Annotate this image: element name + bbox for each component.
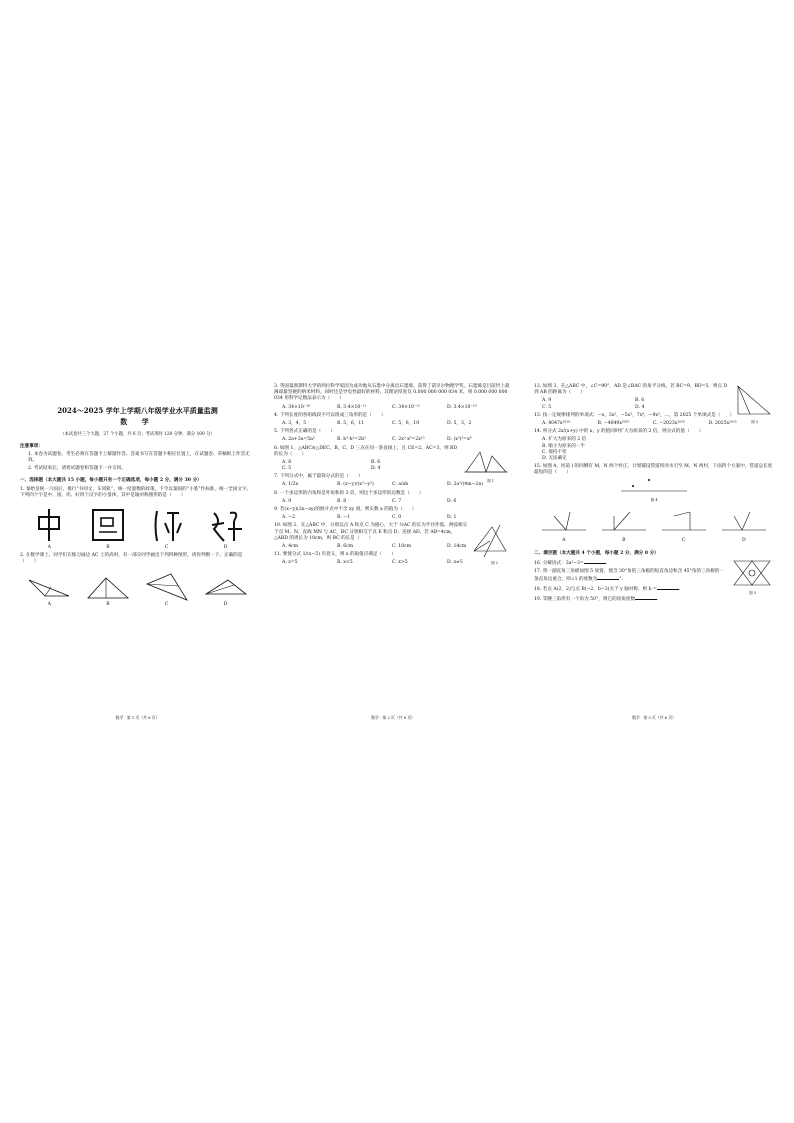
question-9: 9. 若(x−y)(2x−ay)的展开式中不含 xy 项，则实数 a 的值为（ ） (274, 507, 417, 512)
option: A. 34×10⁻¹⁰ (282, 404, 310, 410)
question-18: 18. 若点 A(2，2)与点 B(−2，b−3)关于 y 轴对称，则 b = (534, 587, 657, 593)
section-2-heading: 二、填空题（本大题共 4 个小题，每小题 2 分，满分 8 分） (534, 550, 659, 556)
option: D. 4 (635, 404, 645, 410)
question-12: 12. 如图 3，在△ABC 中，∠C=90°，AD 是∠BAC 的角平分线，若 BC=9，BD=5，则点 D 到 AB 的距离为（ ） (534, 384, 728, 396)
option: B. x<5 (337, 560, 353, 566)
option: C. x>5 (392, 560, 408, 566)
question-3: 3. 英国曼彻斯特大学的两位科学家因为成功地从石墨中分离出石墨烯，获得了诺贝尔物理学奖。石墨烯是目前世上最薄却最坚硬的纳米材料，同时还是导电性最好的材料，其理论厚度仅 0.000 000 000 034 米，将 0.000 000 000 034 用科学记数法表示为（ ） (274, 384, 510, 402)
pipeline-plan-a (540, 508, 588, 538)
seal-char-ni-icon (149, 507, 185, 543)
question-6: 6. 如图 1，△ABC≌△DEC，B，C，D 三点在同一条直线上，且 CE=2，AC=3，则 BD 的长为（ ） (274, 445, 458, 457)
question-9-options (274, 515, 512, 521)
question-1-option-letters (20, 545, 255, 551)
exam-title: 2024～2025 学年上学期八年级学业水平质量监测 (57, 406, 218, 415)
question-11-options (274, 560, 512, 566)
question-8-options (274, 499, 512, 505)
page-footer: 数学 · 第 3 页（共 6 页） (632, 714, 676, 720)
question-15-figures (534, 508, 774, 538)
option: D. 6 (447, 498, 457, 504)
option: C. 34×10⁻¹¹ (392, 404, 420, 410)
option: C. 0 (392, 515, 402, 521)
question-12-options (534, 398, 728, 410)
option: B. (x−y)/(x²−y²) (337, 482, 374, 488)
option: D. 1 (447, 515, 457, 521)
option: D. 2025x²⁰²⁵ (708, 420, 737, 426)
question-2-option-letters (20, 602, 255, 608)
option: B. 8 (337, 498, 347, 504)
option: C. 5 (542, 404, 552, 410)
question-4-options (274, 421, 512, 427)
exam-subject: 数 学 (120, 417, 155, 427)
page-footer: 数学 · 第 1 页（共 6 页） (115, 714, 160, 720)
pipeline-plan-d (720, 508, 768, 538)
question-17: 17. 将一副直角三角板如图 5 放置，使含 30°角的三角板的短直角边和含 45°角的三角板的一条直角边重合，则∠1 的度数为 (534, 568, 725, 583)
option: D. 4 (371, 466, 381, 472)
option: A. 3，4，5 (282, 420, 307, 426)
option: B. 5，6，11 (337, 420, 365, 426)
option: D. 5，3，2 (447, 420, 472, 426)
option: C. 7 (392, 498, 402, 504)
page-footer: 数学 · 第 2 页（共 6 页） (371, 714, 415, 720)
question-2: 2. 在数学课上，同学们在练习画边 AC 上的高时，有一部分同学画出下列四种图形，请你判断一下，正确的是（ ） (20, 553, 243, 565)
option: C. −2023x²⁰²⁵ (653, 420, 685, 426)
answer-blank (584, 559, 606, 564)
option: C. 10cm (392, 543, 412, 549)
option: B. 6 (371, 459, 381, 465)
notice-1: 1. 本卷为试题卷。考生必须在答题卡上解题作答。答案书写在答题卡相应位置上，在试题卷、草稿纸上作答无效。 (28, 451, 250, 464)
question-14: 14. 将分式 2x/(x+y) 中的 x，y 的值同时扩大为原来的 2 倍，则分式的值（ ） (534, 429, 704, 435)
option: A. 扩大为原来的 2 倍 (542, 437, 587, 443)
answer-blank (597, 575, 619, 580)
option-letter: D (223, 544, 228, 550)
pipeline-plan-b (600, 508, 648, 538)
question-4: 4. 下列长度的各组线段不可以组成三角形的是（ ） (274, 412, 386, 418)
option: A. 1/2x (282, 482, 299, 488)
option: D. (x³)²=x⁶ (447, 437, 472, 443)
figure-3-diagram (732, 384, 772, 418)
answer-blank (657, 585, 679, 590)
question-16: 16. 分解因式：3a²−3= (534, 560, 584, 566)
question-5-options (274, 437, 512, 443)
option: A. x=5 (282, 560, 298, 566)
figure-4-block (534, 478, 774, 502)
question-1: 1. 秦始皇统一六国后，推行“书同文，车同轨”，统一度量衡的政策，下令以秦国的“小篆”作标准，统一全国文字。下列四个字是中、国、你、好四个汉字的小篆体，其中是轴对称图形的是（ ） (20, 486, 252, 498)
question-7: 7. 下列分式中，属于最简分式的是（ ） (274, 474, 363, 480)
question-2-figures (20, 572, 255, 602)
question-7-options (274, 482, 512, 488)
section-1-heading: 一、选择题（本大题共 15 小题，每小题只有一个正确选项，每小题 2 分，满分 30 分） (20, 478, 202, 484)
option: B. 6cm (337, 543, 354, 549)
option: D. 14cm (447, 543, 467, 549)
figure-1-diagram (462, 448, 510, 478)
triangle-figure-a (25, 572, 73, 602)
option: A. 8 (282, 459, 292, 465)
question-6-options (274, 460, 460, 472)
seal-script-characters (20, 505, 255, 545)
option: A. 2a+3a=5a² (282, 437, 315, 443)
option-letter: D (223, 601, 228, 607)
option: C. 5 (282, 466, 292, 472)
question-19: 19. 等腰三角形有一个角为 50°，则它的顶角度数 (534, 597, 636, 603)
option-letter: B (106, 544, 110, 550)
question-15-option-letters (534, 538, 774, 544)
option: D. 3.4×10⁻¹⁰ (447, 404, 477, 410)
triangle-figure-c (143, 572, 191, 602)
option: D. 无法确定 (542, 455, 567, 461)
option: A. 9 (282, 498, 292, 504)
question-13: 13. 按一定规律排列的单项式：−x，3x²，−5x³，7x⁴，−9x⁵，…，第 2025 个单项式是（ ） (534, 412, 735, 418)
option-letter: A (562, 538, 566, 544)
page-2 (274, 382, 512, 722)
question-15: 15. 如图 4，河道 l 的同侧有 M，N 两个村庄，计划铺设管道将河水引至 M，N 两村，下面四个方案中，管道总长度最短的是（ ） (534, 464, 773, 476)
figure-2-label: 图 2 (491, 561, 498, 566)
question-5: 5. 下列各式正确的是（ ） (274, 429, 335, 435)
notice-heading: 注意事项： (20, 443, 43, 449)
option: A. 4cm (282, 543, 299, 549)
option: B. −4049x²⁰²⁵ (597, 420, 630, 426)
question-8: 8. 一个多边形的内角和是外角和的 3 倍，则这个多边形的边数是（ ） (274, 490, 424, 496)
fill-in-block: 16. 分解因式：3a²−3= . 17. 将一副直角三角板如图 5 放置，使含 30°角的三角板的短直角边和含 45°角的三角板的一条直角边重合，则∠1 的度数为 °. 18. 若点 A(2，2)与点 B(−2，b−3)关于 y 轴对称，则 b = . 19. 等腰三角形有一个角为 50°，则它的顶角度数 . 图 5 (534, 559, 774, 604)
option: A. 9 (542, 398, 552, 404)
triangle-figure-d (202, 572, 250, 602)
figure-2-diagram (470, 523, 510, 559)
option-letter: B (622, 538, 626, 544)
question-14-options (534, 437, 774, 462)
figure-4-diagram (619, 478, 689, 494)
figure-5-label: 图 5 (749, 590, 756, 595)
option: B. b³·b³=2b³ (337, 437, 366, 443)
option: A. −2 (282, 515, 296, 521)
exam-note: （本试卷共三个大题，27 个小题，共 6 页；考试用时 120 分钟，满分 100 分） (60, 431, 215, 437)
seal-char-hao-icon (208, 507, 244, 543)
page-1 (20, 382, 255, 722)
option-letter: A (47, 544, 51, 550)
option: C. 保持不变 (542, 449, 567, 455)
answer-blank (635, 595, 657, 600)
page-3 (534, 382, 774, 722)
seal-char-zhong-icon (31, 507, 67, 543)
option: C. 5，6，10 (392, 420, 420, 426)
option: A. 4047x²⁰²⁴ (542, 420, 570, 426)
option: B. 缩小为原来的一半 (542, 443, 586, 449)
figure-1-label: 图 1 (487, 478, 494, 483)
option-letter: D (742, 538, 746, 544)
figure-3-label: 图 3 (751, 420, 758, 424)
option: D. x≠5 (447, 560, 463, 566)
option-letter: B (106, 601, 110, 607)
option-letter: C (164, 601, 169, 607)
option-letter: C (682, 538, 686, 544)
triangle-figure-b (84, 572, 132, 602)
figure-5-diagram (732, 557, 772, 589)
pipeline-plan-c (660, 508, 708, 538)
figure-4-label: 图 4 (650, 497, 658, 502)
exam-sheet (20, 382, 774, 722)
option-letter: C (164, 544, 169, 550)
option: B. −1 (337, 515, 351, 521)
question-13-options (534, 421, 774, 427)
option-letter: A (47, 601, 51, 607)
question-11: 11. 要使分式 1/(x−5) 有意义，则 x 的取值应满足（ ） (274, 552, 396, 558)
option: C. 2x³·x⁵=2x¹⁵ (392, 437, 425, 443)
notice-2: 2. 考试结束后，请将试题卷和答题卡一并交回。 (28, 466, 126, 472)
option: B. 6 (635, 398, 645, 404)
seal-char-guo-icon (90, 507, 126, 543)
option: C. a/ab (392, 482, 409, 488)
question-10: 10. 如图 2，在△ABC 中，分别以点 A 和点 C 为圆心，大于 ½AC 的长为半径作弧，两弧相交于点 M，N，直线 MN 与 AC，BC 分别相交于点 E 和点 D，连接 AD，若 AB=4cm，△ABD 的周长为 10cm，则 BC 的长是（ ） (274, 523, 468, 541)
option: D. 2a²/(4m−2n) (447, 482, 484, 488)
question-3-options (274, 405, 512, 411)
option: B. 3.4×10⁻¹¹ (337, 404, 367, 410)
